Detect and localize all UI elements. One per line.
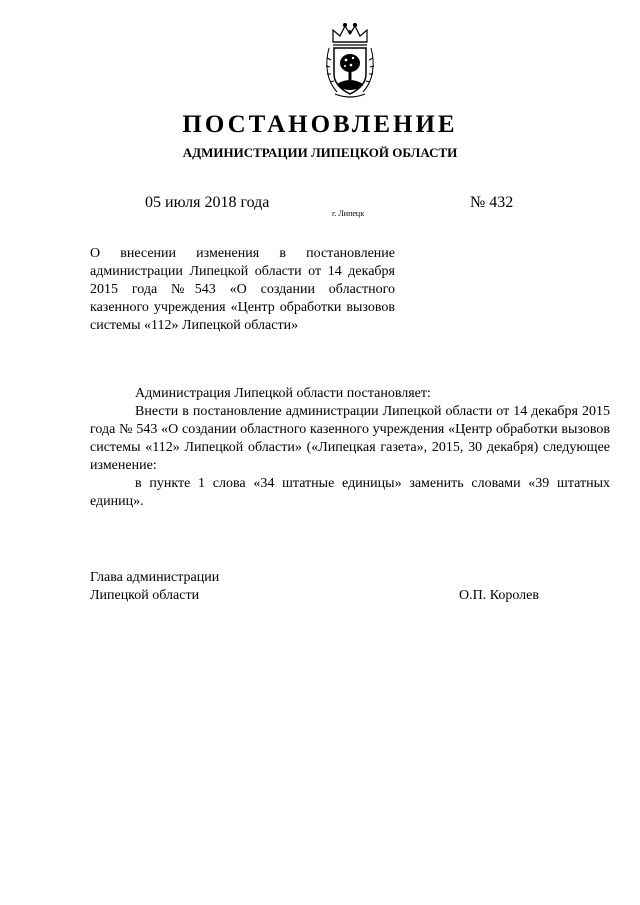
body-paragraph-intro: Администрация Липецкой области постановляет: <box>135 386 431 401</box>
body-paragraph-change: в пункте 1 слова «34 штатные единицы» заменить словами «39 штатных единиц». <box>90 476 610 509</box>
document-title: ПОСТАНОВЛЕНИЕ <box>182 111 458 138</box>
coat-of-arms-icon <box>323 18 377 100</box>
document-subject: О внесении изменения в постановление администрации Липецкой области от 14 декабря 2015 года №543 «О создании областного казенного учреждения «Центр обработки вызовов системы «112» Липецкой области» <box>90 246 395 333</box>
document-city: г. Липецк <box>332 209 365 218</box>
signatory-position <box>90 569 219 605</box>
document-body <box>90 385 610 511</box>
document-number: № 432 <box>470 194 514 211</box>
signatory-position-line1: Глава администрации <box>90 570 220 585</box>
signatory-position-line2: Липецкой области <box>90 588 200 603</box>
signatory-name: О.П. Королев <box>459 588 539 603</box>
body-paragraph-main: Внести в постановление администрации Липецкой области от 14 декабря 2015 года № 543 «О создании областного казенного учреждения «Центр обработки вызовов системы «112» Липецкой области» («Липецкая газета», 2015, 30 декабря) следующее изменение: <box>90 404 610 473</box>
issuing-authority: АДМИНИСТРАЦИИ ЛИПЕЦКОЙ ОБЛАСТИ <box>182 145 458 160</box>
document-date: 05 июля 2018 года <box>145 194 270 211</box>
